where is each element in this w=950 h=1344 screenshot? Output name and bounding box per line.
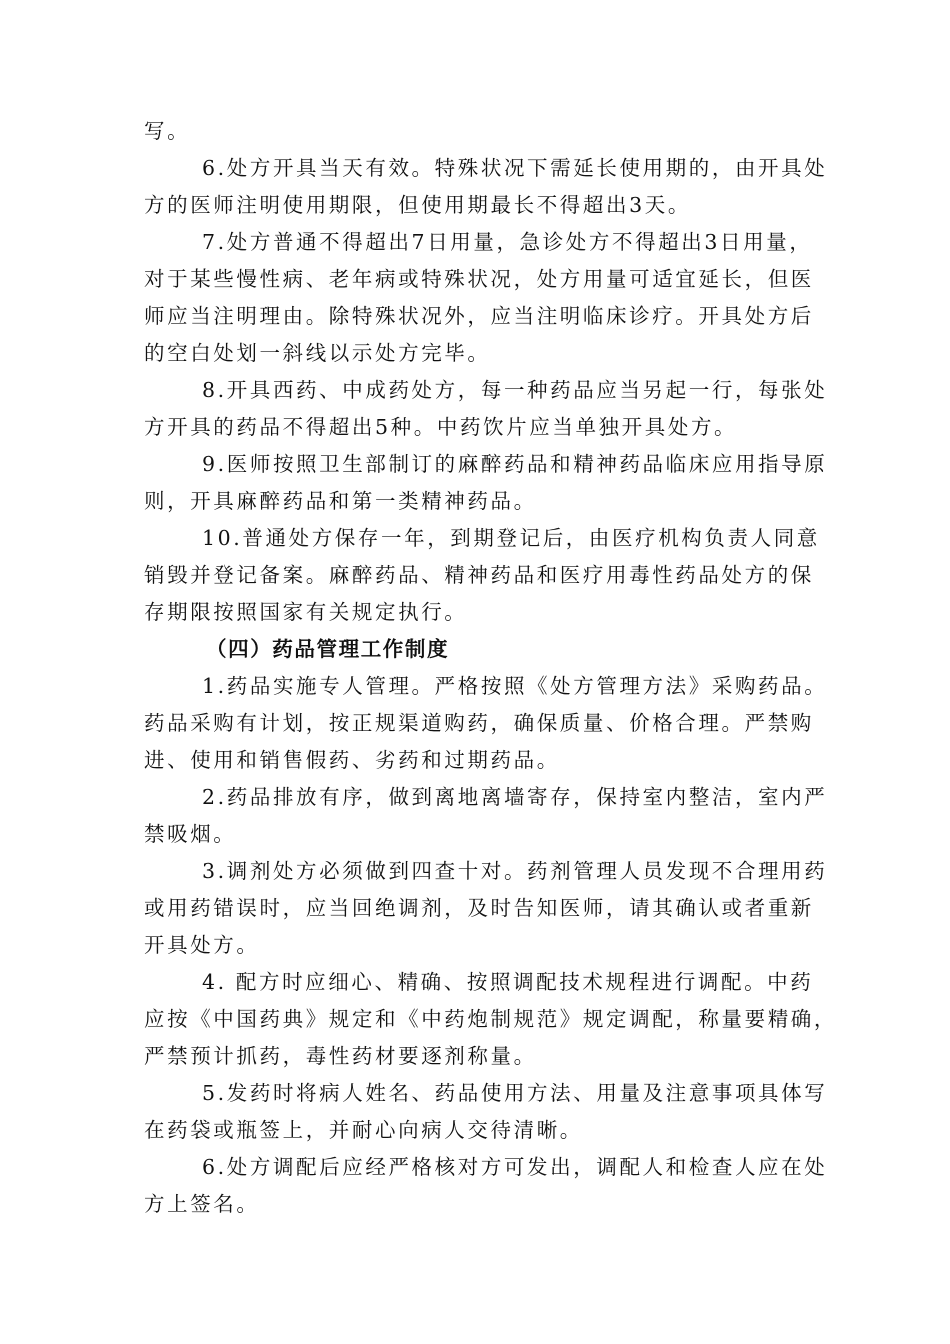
text-line: 严禁预计抓药，毒性药材要逐剂称量。	[144, 1044, 537, 1068]
text-line: 存期限按照国家有关规定执行。	[144, 600, 468, 624]
paragraph-start-line: 2.药品排放有序，做到离地离墙寄存，保持室内整洁，室内严	[202, 785, 828, 809]
paragraph-start-line: 9.医师按照卫生部制订的麻醉药品和精神药品临床应用指导原	[202, 452, 828, 476]
paragraph-start-line: 8.开具西药、中成药处方，每一种药品应当另起一行，每张处	[202, 378, 828, 402]
text-line: 应按《中国药典》规定和《中药炮制规范》规定调配，称量要精确，	[144, 1007, 837, 1031]
text-line: 方上签名。	[144, 1192, 260, 1216]
text-line: 方的医师注明使用期限，但使用期最长不得超出3天。	[144, 193, 691, 217]
text-line: 销毁并登记备案。麻醉药品、精神药品和医疗用毒性药品处方的保	[144, 563, 814, 587]
text-line: 在药袋或瓶签上，并耐心向病人交待清晰。	[144, 1118, 583, 1142]
paragraph-start-line: 3.调剂处方必须做到四查十对。药剂管理人员发现不合理用药	[202, 859, 828, 883]
paragraph-start-line: 7.处方普通不得超出7日用量，急诊处方不得超出3日用量，	[202, 230, 813, 254]
text-line: 写。	[144, 119, 191, 143]
text-line: 禁吸烟。	[144, 822, 237, 846]
text-line: 方开具的药品不得超出5种。中药饮片应当单独开具处方。	[144, 415, 738, 439]
text-line: 则，开具麻醉药品和第一类精神药品。	[144, 489, 537, 513]
text-line: 师应当注明理由。除特殊状况外，应当注明临床诊疗。开具处方后	[144, 304, 814, 328]
text-line: 药品采购有计划，按正规渠道购药，确保质量、价格合理。严禁购	[144, 711, 814, 735]
paragraph-start-line: 5.发药时将病人姓名、药品使用方法、用量及注意事项具体写	[202, 1081, 828, 1105]
paragraph-start-line: 6.处方调配后应经严格核对方可发出，调配人和检查人应在处	[202, 1155, 828, 1179]
paragraph-start-line: 10.普通处方保存一年，到期登记后，由医疗机构负责人同意	[202, 526, 820, 550]
text-line: 进、使用和销售假药、劣药和过期药品。	[144, 748, 560, 772]
section-heading: （四）药品管理工作制度	[206, 637, 450, 661]
text-line: 开具处方。	[144, 933, 260, 957]
paragraph-start-line: 4. 配方时应细心、精确、按照调配技术规程进行调配。中药	[202, 970, 814, 994]
paragraph-start-line: 6.处方开具当天有效。特殊状况下需延长使用期的，由开具处	[202, 156, 828, 180]
text-line: 的空白处划一斜线以示处方完毕。	[144, 341, 491, 365]
text-line: 或用药错误时，应当回绝调剂，及时告知医师，请其确认或者重新	[144, 896, 814, 920]
document-page	[144, 113, 837, 1223]
text-line: 对于某些慢性病、老年病或特殊状况，处方用量可适宜延长，但医	[144, 267, 814, 291]
paragraph-start-line: 1.药品实施专人管理。严格按照《处方管理方法》采购药品。	[202, 674, 828, 698]
